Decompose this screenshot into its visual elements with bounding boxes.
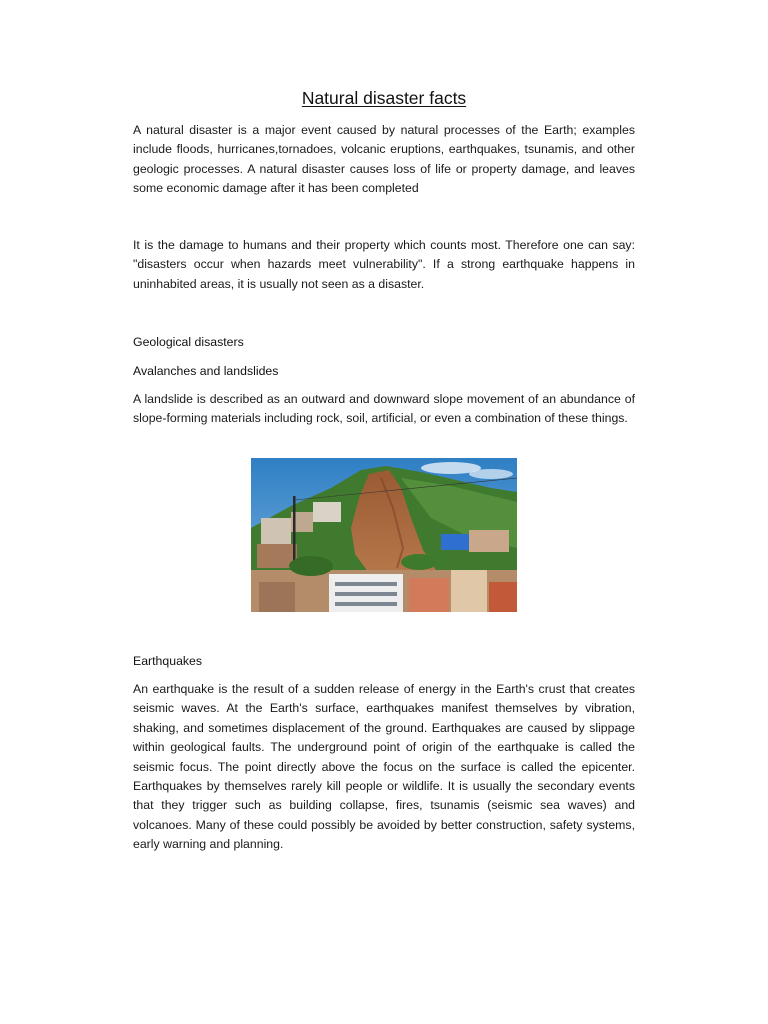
photo-trees: [289, 556, 333, 576]
landslide-photo: [251, 458, 517, 612]
photo-building: [259, 582, 295, 612]
avalanches-landslides-heading: Avalanches and landslides: [133, 364, 279, 378]
photo-cloud: [469, 469, 513, 479]
landslide-paragraph: A landslide is described as an outward and downward slope movement of an abundance of slope-forming materials including rock, soil, artificial, or even a combination of these things.: [133, 392, 635, 426]
photo-window-row: [335, 602, 397, 606]
photo-building: [313, 502, 341, 522]
earthquakes-heading: Earthquakes: [133, 654, 203, 668]
photo-blue-tarp: [441, 534, 469, 550]
photo-building: [489, 582, 517, 612]
photo-trees: [401, 554, 437, 570]
earthquake-paragraph: An earthquake is the result of a sudden release of energy in the Earth's crust that creates seismic waves. At the Earth's surface, earthquakes manifest themselves by vibration, shaking, and sometimes displacement of the ground. Earthquakes are caused by slippage within geological faults. The underground point of origin of the earthquake is called the seismic focus. The point directly above the focus on the surface is called the epicenter. Earthquakes by themselves rarely kill people or wildlife. It is usually the secondary events that they trigger such as building collapse, fires, tsunamis (seismic sea waves) and volcanoes. Many of these could possibly be avoided by better construction, safety systems, early warning and planning.: [133, 682, 635, 852]
photo-window-row: [335, 582, 397, 586]
geological-disasters-heading: Geological disasters: [133, 335, 244, 349]
photo-building: [261, 518, 291, 544]
intro-paragraph: A natural disaster is a major event caused by natural processes of the Earth; examples include floods, hurricanes,tornadoes, volcanic eruptions, earthquakes, tsunamis, and other geologic processes. A natural disaster causes loss of life or property damage, and leaves some economic damage after it has been completed: [133, 123, 635, 196]
damage-paragraph: It is the damage to humans and their property which counts most. Therefore one can say: "disasters occur when hazards meet vulnerability". If a strong earthquake happens in uninhabited areas, it is usually not seen as a disaster.: [133, 238, 635, 291]
document-title: Natural disaster facts: [301, 88, 467, 108]
photo-building: [469, 530, 509, 552]
photo-building: [409, 578, 449, 612]
photo-building: [451, 570, 487, 612]
photo-window-row: [335, 592, 397, 596]
